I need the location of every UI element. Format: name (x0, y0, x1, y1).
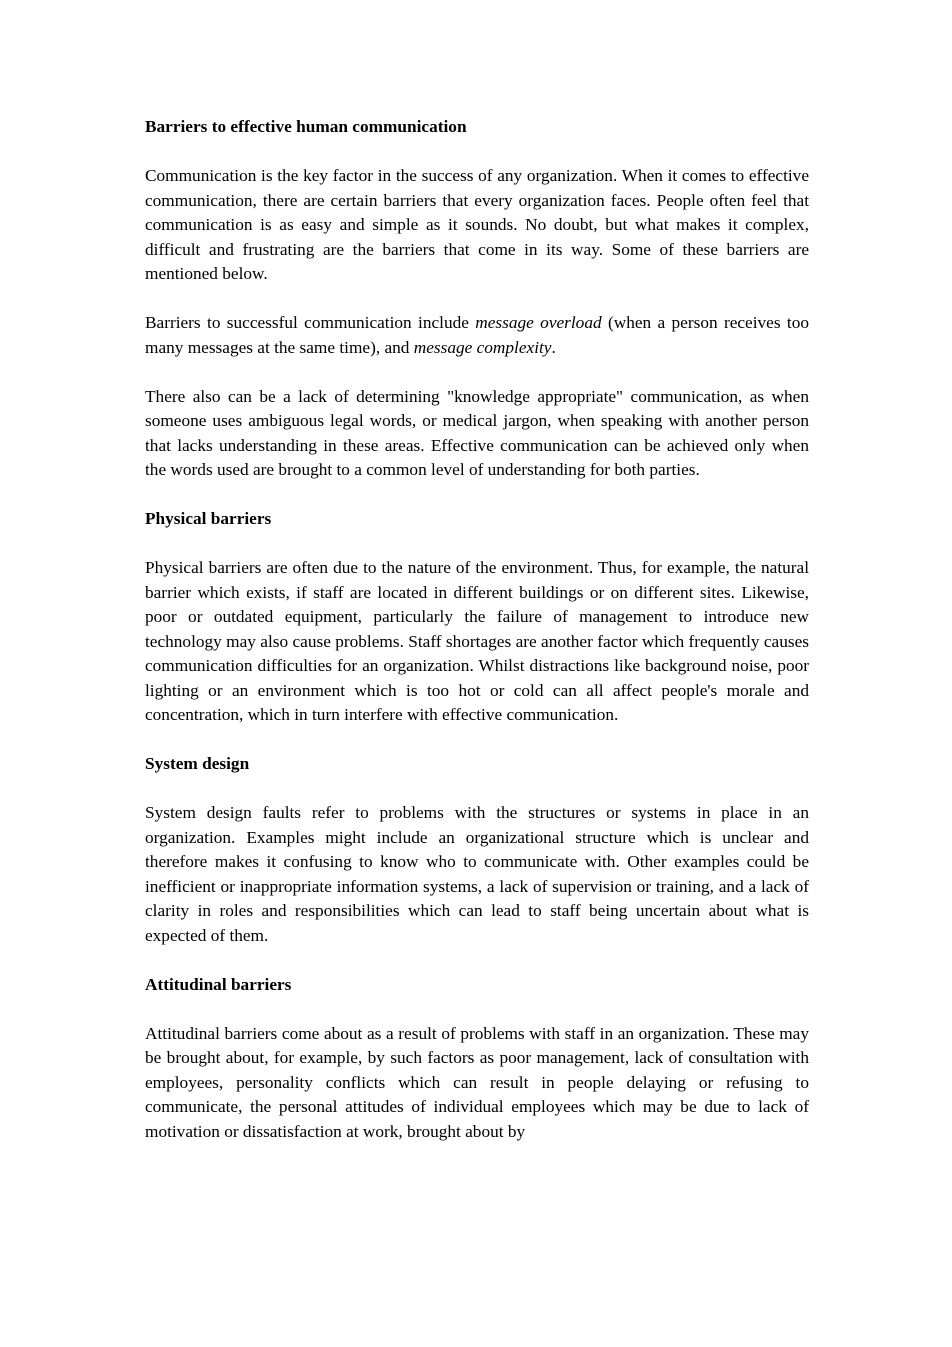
overload-text-2: (when a person receives too many messages at the same time), and (145, 313, 809, 357)
overload-text-3: . (551, 337, 556, 357)
knowledge-paragraph: There also can be a lack of determining "knowledge appropriate" communication, as when someone uses ambiguous legal words, or medical jargon, when speaking with another person that lacks understanding in these areas. Effective communication can be achieved only when the words used are brought to a common level of understanding for both parties. (145, 386, 809, 479)
attitudinal-barriers-paragraph: Attitudinal barriers come about as a result of problems with staff in an organization. These may be brought about, for example, by such factors as poor management, lack of consultation with employees, personality conflicts which can result in people delaying or refusing to communicate, the personal attitudes of individual employees which may be due to lack of motivation or dissatisfaction at work, brought about by (145, 1023, 809, 1141)
message-complexity-term: message complexity (413, 337, 552, 357)
system-design-heading: System design (145, 754, 250, 773)
document-page (145, 115, 809, 1144)
physical-barriers-paragraph: Physical barriers are often due to the nature of the environment. Thus, for example, the natural barrier which exists, if staff are located in different buildings or on different sites. Likewise, poor or outdated equipment, particularly the failure of management to introduce new technology may also cause problems. Staff shortages are another factor which frequently causes communication difficulties for an organization. Whilst distractions like background noise, poor lighting or an environment which is too hot or cold can all affect people's morale and concentration, which in turn interfere with effective communication. (145, 558, 809, 724)
physical-barriers-heading: Physical barriers (145, 509, 272, 528)
message-overload-term: message overload (475, 313, 602, 332)
attitudinal-barriers-heading: Attitudinal barriers (145, 974, 292, 994)
intro-paragraph: Communication is the key factor in the success of any organization. When it comes to effective communication, there are certain barriers that every organization faces. People often feel that communication is as easy and simple as it sounds. No doubt, but what makes it complex, difficult and frustrating are the barriers that come in its way. Some of these barriers are mentioned below. (145, 166, 809, 283)
overload-paragraph (145, 311, 809, 360)
overload-text-1: Barriers to successful communication include (145, 313, 476, 332)
system-design-paragraph: System design faults refer to problems with the structures or systems in place in an organization. Examples might include an organizational structure which is unclear and therefore makes it confusing to know who to communicate with. Other examples could be inefficient or inappropriate information systems, a lack of supervision or training, and a lack of clarity in roles and responsibilities which can lead to staff being uncertain about what is expected of them. (145, 803, 809, 945)
document-title: Barriers to effective human communication (145, 117, 467, 136)
